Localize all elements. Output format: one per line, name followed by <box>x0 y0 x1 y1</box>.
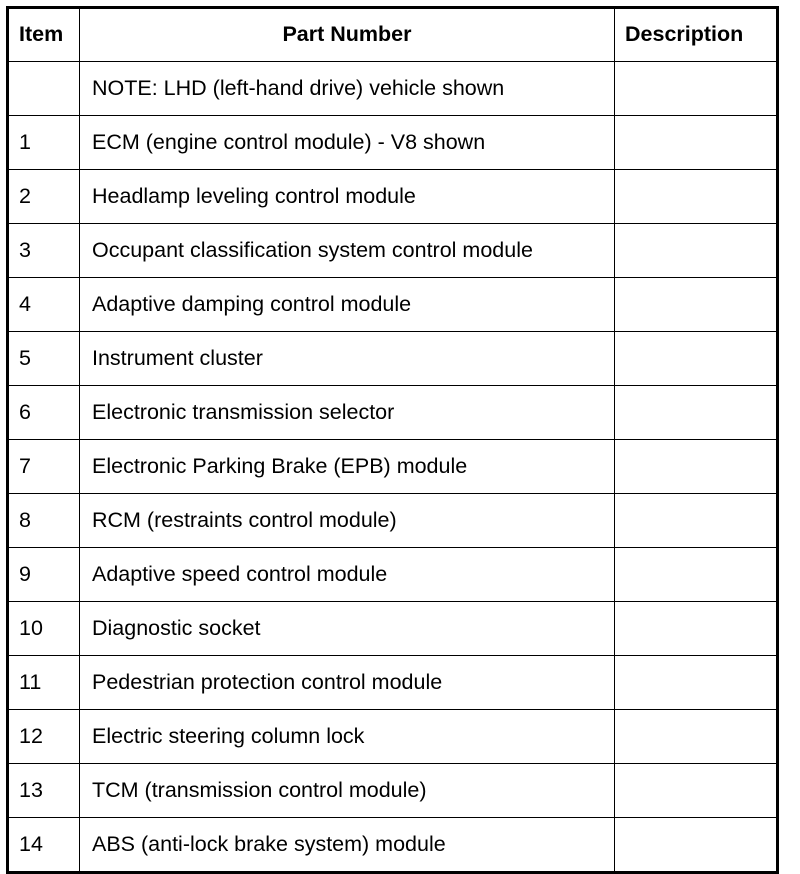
cell-part-number: ECM (engine control module) - V8 shown <box>80 116 615 170</box>
table-row <box>8 494 778 548</box>
cell-description <box>615 656 778 710</box>
cell-description <box>615 62 778 116</box>
cell-part-number: Diagnostic socket <box>80 602 615 656</box>
cell-item <box>8 62 80 116</box>
cell-item: 1 <box>8 116 80 170</box>
cell-item: 9 <box>8 548 80 602</box>
cell-description <box>615 548 778 602</box>
table-row <box>8 764 778 818</box>
table-row <box>8 548 778 602</box>
table-row <box>8 170 778 224</box>
cell-part-number: Instrument cluster <box>80 332 615 386</box>
header-row <box>8 8 778 62</box>
table-row <box>8 818 778 873</box>
cell-item: 4 <box>8 278 80 332</box>
cell-item: 2 <box>8 170 80 224</box>
table-row <box>8 62 778 116</box>
table-row <box>8 440 778 494</box>
cell-item: 10 <box>8 602 80 656</box>
table-row <box>8 602 778 656</box>
cell-part-number: Adaptive speed control module <box>80 548 615 602</box>
table-row <box>8 278 778 332</box>
table-row <box>8 224 778 278</box>
header-description: Description <box>615 8 778 62</box>
table-body <box>8 62 778 873</box>
cell-description <box>615 818 778 873</box>
cell-description <box>615 278 778 332</box>
cell-item: 11 <box>8 656 80 710</box>
cell-part-number: RCM (restraints control module) <box>80 494 615 548</box>
parts-table <box>6 6 779 874</box>
cell-item: 3 <box>8 224 80 278</box>
cell-item: 13 <box>8 764 80 818</box>
cell-description <box>615 386 778 440</box>
cell-part-number: Pedestrian protection control module <box>80 656 615 710</box>
cell-item: 12 <box>8 710 80 764</box>
cell-description <box>615 116 778 170</box>
table-row <box>8 710 778 764</box>
table-row <box>8 386 778 440</box>
cell-part-number: Adaptive damping control module <box>80 278 615 332</box>
cell-part-number: Electronic Parking Brake (EPB) module <box>80 440 615 494</box>
cell-item: 5 <box>8 332 80 386</box>
cell-part-number: Electronic transmission selector <box>80 386 615 440</box>
cell-description <box>615 764 778 818</box>
cell-item: 8 <box>8 494 80 548</box>
cell-description <box>615 602 778 656</box>
table-row <box>8 332 778 386</box>
cell-part-number: Occupant classification system control module <box>80 224 615 278</box>
cell-description <box>615 224 778 278</box>
cell-description <box>615 332 778 386</box>
header-part-number: Part Number <box>80 8 615 62</box>
cell-part-number: Electric steering column lock <box>80 710 615 764</box>
cell-part-number: Headlamp leveling control module <box>80 170 615 224</box>
table-header <box>8 8 778 62</box>
cell-description <box>615 170 778 224</box>
table-row <box>8 656 778 710</box>
cell-item: 6 <box>8 386 80 440</box>
cell-item: 7 <box>8 440 80 494</box>
cell-description <box>615 710 778 764</box>
table-row <box>8 116 778 170</box>
header-item: Item <box>8 8 80 62</box>
cell-description <box>615 494 778 548</box>
cell-part-number: TCM (transmission control module) <box>80 764 615 818</box>
cell-item: 14 <box>8 818 80 873</box>
cell-part-number: NOTE: LHD (left-hand drive) vehicle shown <box>80 62 615 116</box>
cell-description <box>615 440 778 494</box>
cell-part-number: ABS (anti-lock brake system) module <box>80 818 615 873</box>
